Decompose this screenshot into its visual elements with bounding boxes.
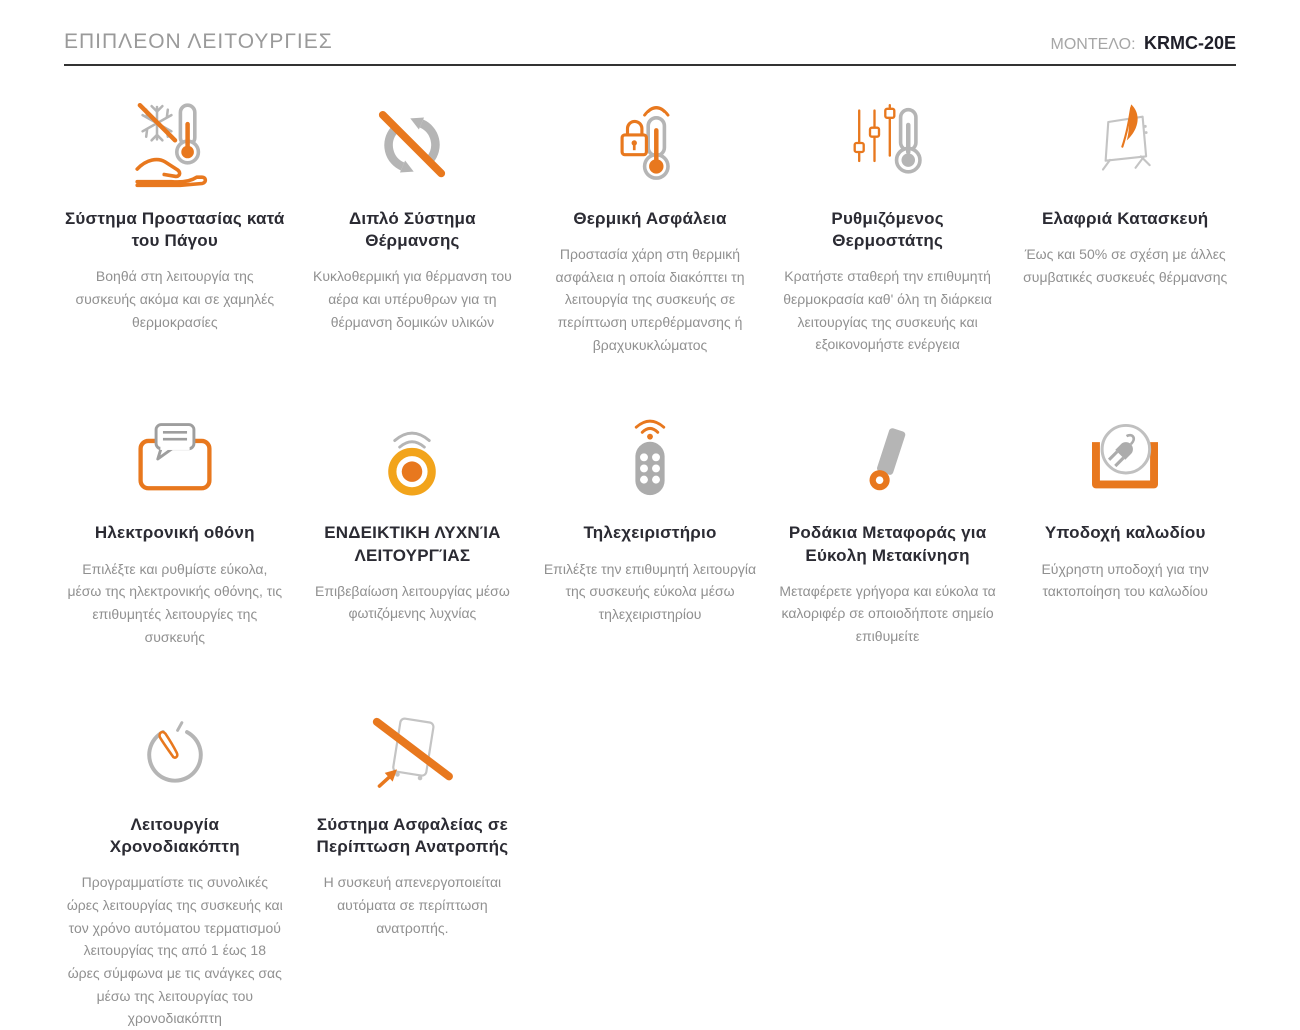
feature-description: Επιβεβαίωση λειτουργίας μέσω φωτιζόμενης λυχνίας <box>315 582 510 622</box>
timer-function-icon <box>64 700 286 794</box>
model-value: KRMC-20E <box>1143 33 1236 53</box>
cable-socket-icon <box>1014 408 1236 502</box>
remote-control-icon <box>539 408 761 502</box>
model-line <box>1051 33 1236 54</box>
feature-card-timer <box>64 700 286 1030</box>
transport-wheels-icon <box>777 408 999 502</box>
feature-description: Επιλέξτε την επιθυμητή λειτουργία της συσκευής εύκολα μέσω τηλεχειριστηρίου <box>543 560 757 622</box>
feature-title: Θερμική Ασφάλεια <box>573 209 727 228</box>
feature-title: Λειτουργία Χρονοδιακόπτη <box>109 815 240 857</box>
feature-title: Σύστημα Προστασίας κατά του Πάγου <box>65 209 285 251</box>
page-header <box>64 24 1236 54</box>
feature-card-electronic-display <box>64 408 286 648</box>
feature-title: Υποδοχή καλωδίου <box>1044 523 1206 543</box>
feature-title: Διπλό Σύστημα Θέρμανσης <box>348 209 476 251</box>
feature-description: Έως και 50% σε σχέση με άλλες συμβατικές συσκευές θέρμανσης <box>1023 246 1228 285</box>
feature-title: Ροδάκια Μεταφοράς για Εύκολη Μετακίνηση <box>788 523 987 565</box>
features-page <box>64 0 1236 1030</box>
dual-heating-system-icon <box>302 94 524 188</box>
feature-description: Μεταφέρετε γρήγορα και εύκολα τα καλοριφέρ σε οποιοδήποτε σημείο επιθυμείτε <box>779 582 996 644</box>
feature-card-light-construction <box>1014 94 1236 356</box>
indicator-light-icon <box>302 408 524 502</box>
feature-description: Εύχρηστη υποδοχή για την τακτοποίηση του καλωδίου <box>1041 560 1209 600</box>
feature-card-frost-protection <box>64 94 286 356</box>
feature-title: Ελαφριά Κατασκευή <box>1042 209 1209 228</box>
feature-description: Προστασία χάρη στη θερμική ασφάλεια η οποία διακόπτει τη λειτουργία της συσκευής σε περίπτωση υπερθέρμανσης ή βραχυκυκλώματος <box>555 246 745 353</box>
feature-title: ΕΝΔΕΙΚΤΙΚΗ ΛΥΧΝΊΑ ΛΕΙΤΟΥΡΓΊΑΣ <box>324 523 501 565</box>
frost-protection-icon <box>64 94 286 188</box>
feature-title: Ρυθμιζόμενος Θερμοστάτης <box>831 209 944 251</box>
feature-title: Ηλεκτρονική οθόνη <box>94 523 255 543</box>
feature-title: Σύστημα Ασφαλείας σε Περίπτωση Ανατροπής <box>316 815 509 857</box>
light-construction-icon <box>1014 94 1236 188</box>
electronic-display-icon <box>64 408 286 502</box>
feature-card-cable-socket <box>1014 408 1236 648</box>
feature-card-tip-over-safety <box>302 700 524 1030</box>
tip-over-safety-icon <box>302 700 524 794</box>
feature-description: Βοηθά στη λειτουργία της συσκευής ακόμα και σε χαμηλές θερμοκρασίες <box>75 268 275 330</box>
feature-description: Κυκλοθερμική για θέρμανση του αέρα και υπέρυθρων για τη θέρμανση δομικών υλικών <box>313 268 512 330</box>
feature-description: Κρατήστε σταθερή την επιθυμητή θερμοκρασία καθ' όλη τη διάρκεια λειτουργίας της συσκευής και εξοικονομήστε ενέργεια <box>783 268 992 353</box>
feature-grid <box>64 94 1236 1030</box>
feature-description: Η συσκευή απενεργοποιείται αυτόματα σε περίπτωση ανατροπής. <box>323 874 502 936</box>
thermal-safety-icon <box>539 94 761 188</box>
feature-card-thermal-safety <box>539 94 761 356</box>
feature-card-transport-wheels <box>777 408 999 648</box>
feature-title: Τηλεχειριστήριο <box>583 523 717 543</box>
header-divider <box>64 64 1236 66</box>
page-title: ΕΠΙΠΛΕΟΝ ΛΕΙΤΟΥΡΓΙΕΣ <box>64 30 333 53</box>
model-label: ΜΟΝΤΕΛΟ: <box>1050 36 1136 53</box>
feature-card-remote-control <box>539 408 761 648</box>
feature-description: Προγραμματίστε τις συνολικές ώρες λειτουργίας της συσκευής και τον χρόνο αυτόματου τερματισμού λειτουργίας της από 1 έως 18 ώρες σύμφωνα με τις ανάγκες σας μέσω της λειτουργίας του χρονοδιακόπτη <box>66 874 283 1027</box>
feature-card-adjustable-thermostat <box>777 94 999 356</box>
feature-card-dual-heating <box>302 94 524 356</box>
feature-description: Επιλέξτε και ρυθμίστε εύκολα, μέσω της ηλεκτρονικής οθόνης, τις επιθυμητές λειτουργίες της συσκευής <box>67 560 283 645</box>
adjustable-thermostat-icon <box>777 94 999 188</box>
feature-card-indicator-light <box>302 408 524 648</box>
